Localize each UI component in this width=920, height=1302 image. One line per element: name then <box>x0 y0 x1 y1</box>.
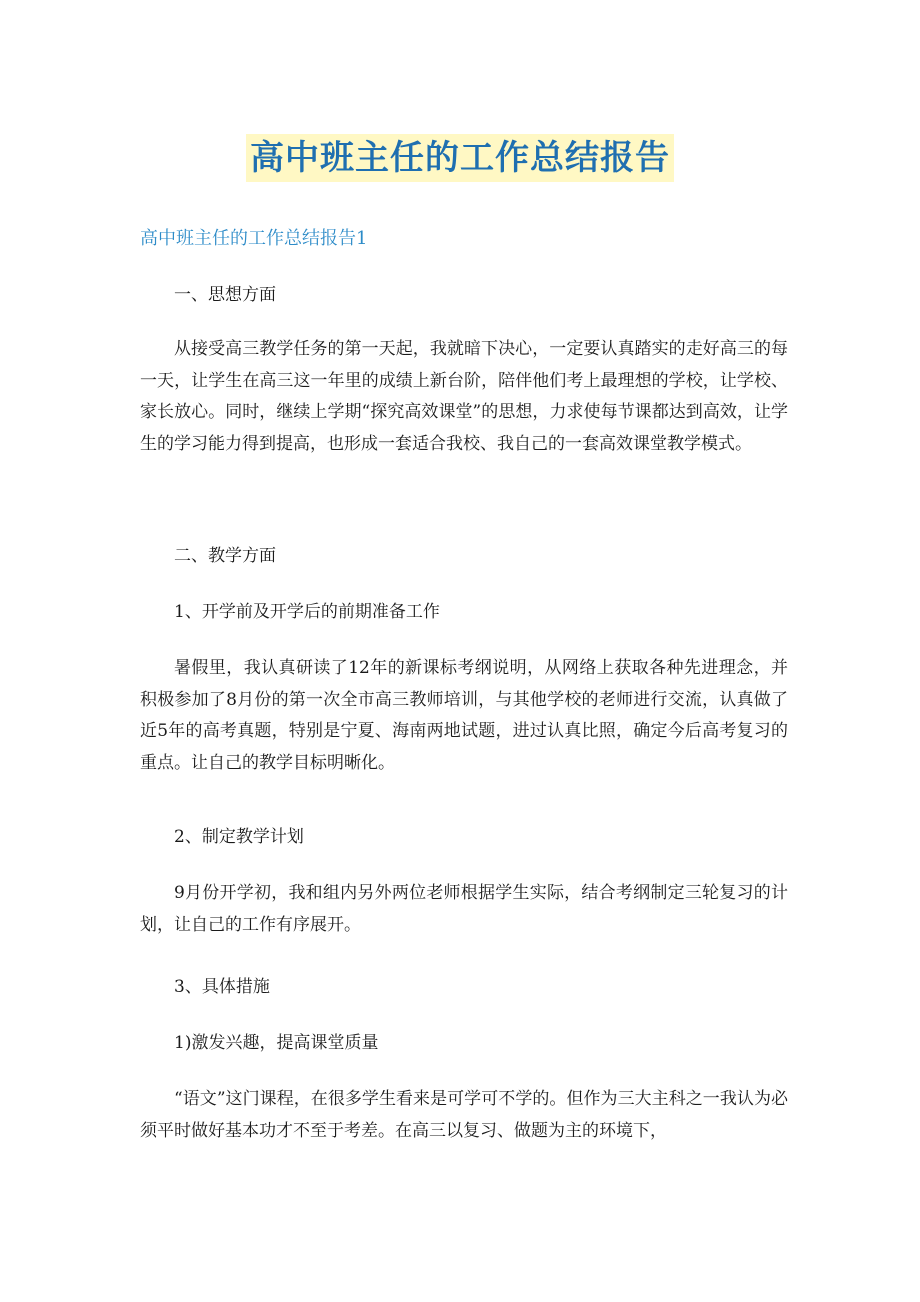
heading-preparation: 1、开学前及开学后的前期准备工作 <box>174 602 440 622</box>
paragraph-interest: “语文”这门课程，在很多学生看来是可学可不学的。但作为三大主科之一我认为必须平时做好基本功才不至于考差。在高三以复习、做题为主的环境下， <box>140 1089 788 1141</box>
heading-plan: 2、制定教学计划 <box>174 827 304 847</box>
heading-teaching: 二、教学方面 <box>174 546 276 566</box>
title-container <box>0 134 920 182</box>
heading-thought: 一、思想方面 <box>174 285 276 305</box>
paragraph-thought: 从接受高三教学任务的第一天起，我就暗下决心，一定要认真踏实的走好高三的每一天，让学生在高三这一年里的成绩上新台阶，陪伴他们考上最理想的学校，让学校、家长放心。同时，继续上学期“探究高效课堂”的思想，力求使每节课都达到高效，让学生的学习能力得到提高，也形成一套适合我校、我自己的一套高效课堂教学模式。 <box>140 339 788 454</box>
paragraph-plan: 9月份开学初，我和组内另外两位老师根据学生实际，结合考纲制定三轮复习的计划，让自己的工作有序展开。 <box>140 883 788 935</box>
document-title: 高中班主任的工作总结报告 <box>246 134 674 182</box>
heading-interest: 1)激发兴趣，提高课堂质量 <box>174 1033 379 1053</box>
heading-measures: 3、具体措施 <box>174 977 270 997</box>
section-heading: 高中班主任的工作总结报告1 <box>140 228 368 249</box>
paragraph-preparation: 暑假里，我认真研读了12年的新课标考纲说明，从网络上获取各种先进理念，并积极参加了8月份的第一次全市高三教师培训，与其他学校的老师进行交流，认真做了近5年的高考真题，特别是宁夏、海南两地试题，进过认真比照，确定今后高考复习的重点。让自己的教学目标明晰化。 <box>140 658 788 773</box>
